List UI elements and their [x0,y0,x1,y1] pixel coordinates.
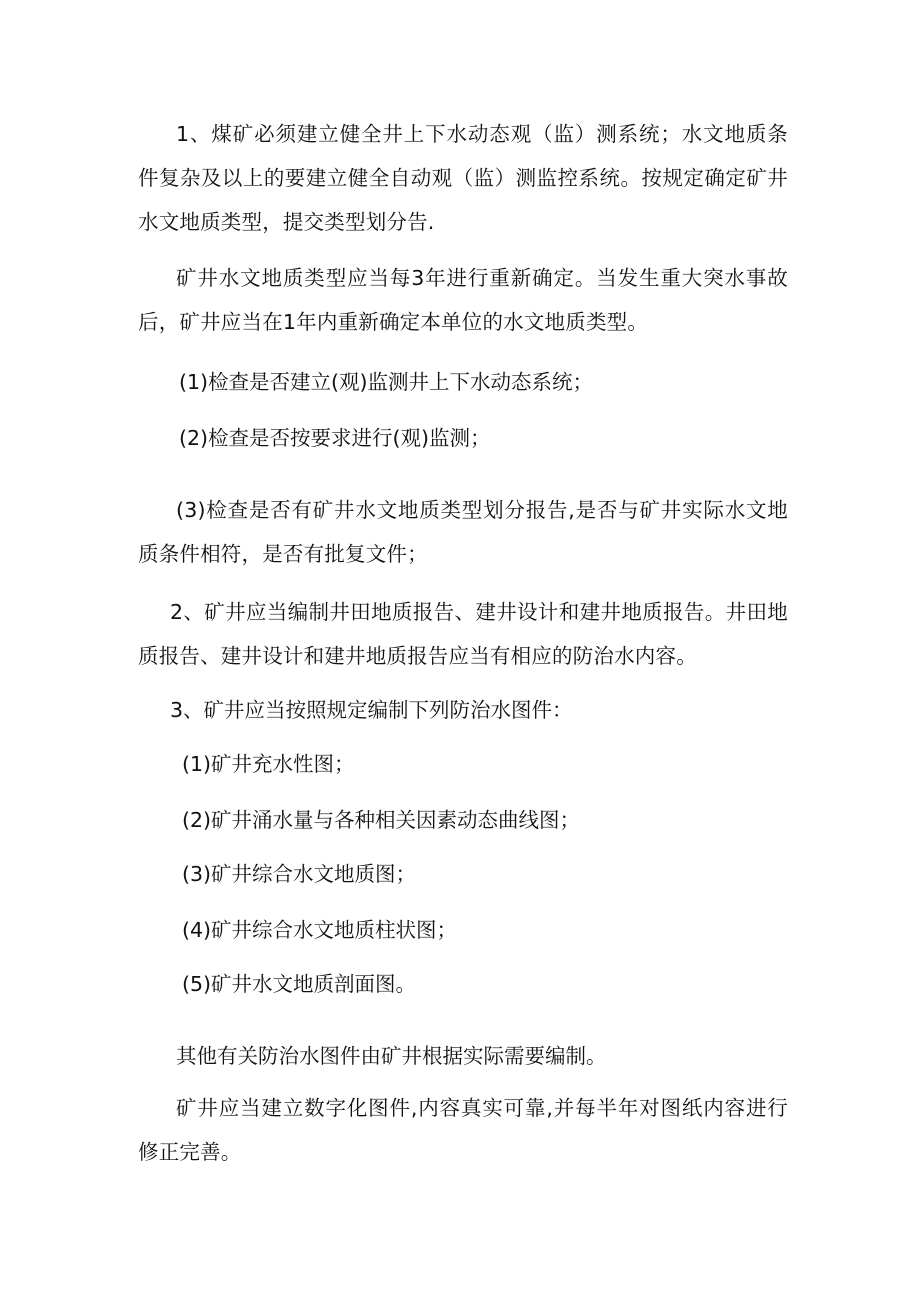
drawing-item-2: (2)矿井涌水量与各种相关因素动态曲线图； [182,808,581,832]
drawing-item-4: (4)矿井综合水文地质柱状图； [182,918,458,942]
paragraph-2: 矿井水文地质类型应当每3年进行重新确定。当发生重大突水事故后，矿井应当在1年内重新确定本单位的水文地质类型。 [138,266,788,334]
check-item-2: (2)检查是否按要求进行(观)监测； [179,426,491,450]
drawing-item-1: (1)矿井充水性图； [182,752,355,776]
paragraph-3: 2、矿井应当编制井田地质报告、建井设计和建井地质报告。井田地质报告、建井设计和建井地质报告应当有相应的防治水内容。 [138,600,788,668]
drawing-item-3: (3)矿井综合水文地质图； [182,862,417,886]
check-item-3: (3)检查是否有矿井水文地质类型划分报告,是否与矿井实际水文地质条件相符，是否有批复文件； [138,498,788,566]
drawing-item-5: (5)矿井水文地质剖面图。 [182,972,417,996]
check-item-1: (1)检查是否建立(观)监测井上下水动态系统； [179,370,594,394]
paragraph-5: 其他有关防治水图件由矿井根据实际需要编制。 [176,1044,607,1068]
paragraph-6: 矿井应当建立数字化图件,内容真实可靠,并每半年对图纸内容进行修正完善。 [138,1096,788,1164]
paragraph-4: 3、矿井应当按照规定编制下列防治水图件： [170,698,573,722]
paragraph-1: 1、煤矿必须建立健全井上下水动态观（监）测系统；水文地质条件复杂及以上的要建立健全自动观（监）测监控系统。按规定确定矿井水文地质类型，提交类型划分告. [138,122,788,234]
